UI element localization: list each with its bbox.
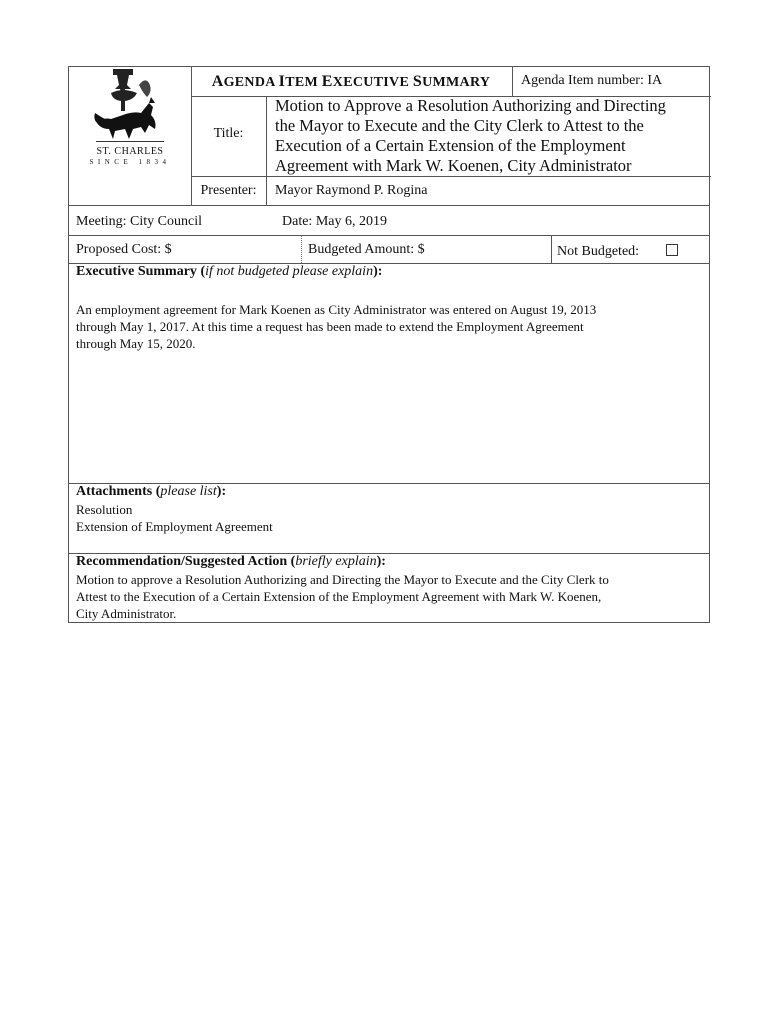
cost-divider xyxy=(301,235,302,263)
not-budgeted-checkbox[interactable] xyxy=(666,244,678,256)
label-divider xyxy=(266,96,267,205)
executive-summary-hint: if not budgeted please explain xyxy=(205,264,374,279)
heading-part: XECUTIVE xyxy=(332,75,413,90)
executive-summary-body xyxy=(76,301,676,352)
not-budgeted-label: Not Budgeted: xyxy=(557,244,640,259)
fox-and-tree-logo-icon xyxy=(93,67,169,143)
proposed-cost-field: Proposed Cost: $ xyxy=(76,242,172,257)
attachments-heading: Attachments (please list): xyxy=(76,484,227,499)
logo-since: SINCE 1834 xyxy=(89,158,171,166)
date-field: Date: May 6, 2019 xyxy=(282,214,387,229)
agenda-summary-form xyxy=(68,66,710,623)
heading-part: TEM xyxy=(285,75,322,90)
summary-line: An employment agreement for Mark Koenen as City Administrator was entered on August 19, 2013 xyxy=(76,302,597,317)
recommendation-line: Motion to approve a Resolution Authorizing and Directing the Mayor to Execute and the City Clerk to xyxy=(76,572,609,587)
recommendation-body xyxy=(76,571,696,622)
heading-part: S xyxy=(412,73,423,90)
attachments-hint: please list xyxy=(160,484,217,499)
heading-part: I xyxy=(278,73,286,90)
presenter-value: Mayor Raymond P. Rogina xyxy=(275,183,428,198)
executive-summary-heading: Executive Summary (if not budgeted please explain): xyxy=(76,264,383,279)
recommendation-title: Recommendation/Suggested Action xyxy=(76,554,288,569)
title-line: Agreement with Mark W. Koenen, City Administrator xyxy=(275,156,632,175)
title-line: Execution of a Certain Extension of the Employment xyxy=(275,136,626,155)
title-label: Title: xyxy=(213,126,244,141)
attachments-title: Attachments xyxy=(76,484,153,499)
attachments-list xyxy=(76,501,273,535)
heading-part: UMMARY xyxy=(422,75,491,90)
summary-line: through May 1, 2017. At this time a request has been made to extend the Employment Agreement xyxy=(76,319,584,334)
meeting-rule xyxy=(69,235,709,236)
presenter-rule xyxy=(69,205,709,206)
meeting-field: Meeting: City Council xyxy=(76,214,202,229)
heading-part: GENDA xyxy=(223,75,279,90)
city-logo xyxy=(69,67,191,205)
form-heading xyxy=(191,67,511,96)
budget-divider xyxy=(551,235,552,263)
logo-city-name: ST. CHARLES xyxy=(96,146,164,157)
summary-line: through May 15, 2020. xyxy=(76,336,196,351)
title-text xyxy=(275,96,705,176)
recommendation-heading: Recommendation/Suggested Action (briefly explain): xyxy=(76,554,386,569)
logo-rule xyxy=(96,141,164,142)
executive-summary-title: Executive Summary xyxy=(76,264,197,279)
agenda-item-number: Agenda Item number: IA xyxy=(521,73,663,88)
heading-part: A xyxy=(211,73,224,90)
title-line: Motion to Approve a Resolution Authorizing and Directing xyxy=(275,96,666,115)
presenter-label: Presenter: xyxy=(200,183,257,198)
title-line: the Mayor to Execute and the City Clerk to Attest to the xyxy=(275,116,644,135)
recommendation-line: City Administrator. xyxy=(76,606,177,621)
title-rule xyxy=(191,176,711,177)
budgeted-amount-field: Budgeted Amount: $ xyxy=(308,242,425,257)
attachment-item: Resolution xyxy=(76,502,133,517)
recommendation-hint: briefly explain xyxy=(295,554,377,569)
heading-part: E xyxy=(321,73,333,90)
attachment-item: Extension of Employment Agreement xyxy=(76,519,273,534)
recommendation-line: Attest to the Execution of a Certain Extension of the Employment Agreement with Mark W. Koenen, xyxy=(76,589,602,604)
